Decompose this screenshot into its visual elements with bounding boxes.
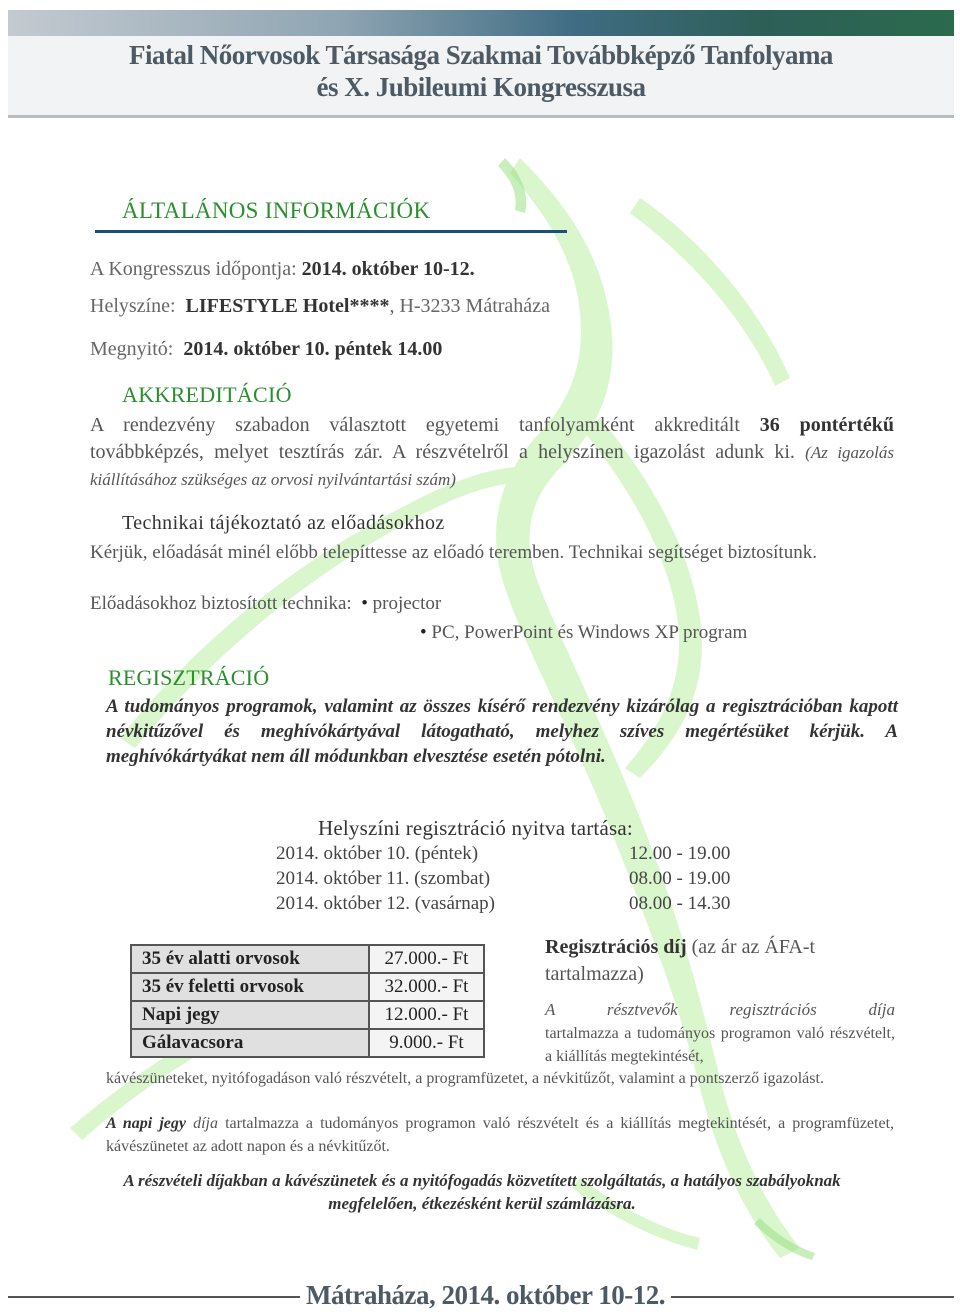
- hours-day-3: 2014. október 12. (vasárnap): [276, 893, 495, 914]
- daily-ticket-text: [106, 1112, 894, 1158]
- venue-line: [90, 295, 550, 318]
- table-row: [131, 1029, 484, 1057]
- header-gradient-bar: [8, 10, 954, 36]
- daily-ticket-desc: tartalmazza a tudományos programon való részvételt és a kiállítás megtekintését, a programfüzetet, kávészünetet az adott napon és a névkitűzőt.: [106, 1115, 895, 1155]
- congress-date-line: [90, 258, 475, 281]
- fee-desc-continued: kávészüneteket, nyitófogadáson való részvételt, a programfüzetet, a névkitűzőt, valamint a pontszerző igazolást.: [106, 1070, 824, 1087]
- registration-hours-heading: Helyszíni regisztráció nyitva tartása:: [318, 816, 633, 840]
- hours-day-1: 2014. október 10. (péntek): [276, 843, 479, 864]
- congress-date-value: 2014. október 10-12.: [301, 258, 475, 280]
- fee-table: [130, 944, 485, 1058]
- daily-ticket-italic: díja: [193, 1115, 218, 1132]
- technical-text: Kérjük, előadását minél előbb telepíttesse az előadó teremben. Technikai segítséget biztosítunk.: [90, 542, 817, 563]
- general-info-heading: ÁLTALÁNOS INFORMÁCIÓK: [122, 198, 431, 223]
- accreditation-text: [90, 412, 894, 493]
- venue-label: Helyszíne:: [90, 295, 176, 317]
- equipment-item-1: projector: [372, 593, 442, 614]
- header-banner: [8, 10, 954, 118]
- accreditation-heading: AKKREDITÁCIÓ: [122, 382, 292, 407]
- technical-heading: Technikai tájékoztató az előadásokhoz: [122, 512, 445, 534]
- fee-label: 35 év feletti orvosok: [131, 973, 369, 1001]
- equipment-item-2: PC, PowerPoint és Windows XP program: [431, 622, 748, 643]
- hours-time-2: 08.00 - 19.00: [629, 868, 731, 889]
- fee-label: Napi jegy: [131, 1001, 369, 1029]
- fee-title-note: (az ár az ÁFA-t tartalmazza): [545, 936, 816, 985]
- fee-label: 35 év alatti orvosok: [131, 945, 369, 973]
- heading-underline: [95, 230, 567, 233]
- hours-day-2: 2014. október 11. (szombat): [276, 868, 491, 889]
- closing-note: A részvételi díjakban a kávészünetek és a nyitófogadás közvetített szolgáltatás, a hatályos szabályoknak megfelelően, étkezésként kerül számlázásra.: [123, 1171, 841, 1213]
- venue-address: , H-3233 Mátraháza: [389, 295, 550, 317]
- hours-time-1: 12.00 - 19.00: [629, 843, 731, 864]
- fee-price: 27.000.- Ft: [369, 945, 484, 973]
- table-row: [131, 973, 484, 1001]
- opening-value: 2014. október 10. péntek 14.00: [183, 338, 443, 360]
- registration-heading: REGISZTRÁCIÓ: [108, 665, 270, 690]
- fee-price: 32.000.- Ft: [369, 973, 484, 1001]
- fee-price: 12.000.- Ft: [369, 1001, 484, 1029]
- accreditation-text-2: továbbképzés, melyet tesztírás zár. A részvételről a helyszínen igazolást adunk ki.: [90, 441, 795, 463]
- fee-desc-text: tartalmazza a tudományos programon való részvételt, a kiállítás megtekintését,: [545, 1025, 895, 1065]
- equipment-line: Előadásokhoz biztosított technika: • projector: [90, 593, 442, 614]
- equipment-line-2: • PC, PowerPoint és Windows XP program: [420, 622, 748, 643]
- fee-desc-italic: A résztvevők regisztrációs díja: [545, 1000, 895, 1019]
- footer-location-date: Mátraháza, 2014. október 10-12.: [300, 1280, 671, 1311]
- registration-text: A tudományos programok, valamint az összes kísérő rendezvény kizárólag a regisztrációban kapott névkitűzővel és meghívókártyával látogatható, melyhez szíves megértésüket kérjük. A meghívókártyákat nem áll módunkban elvesztése esetén pótolni.: [106, 696, 898, 767]
- event-title-line-2: és X. Jubileumi Kongresszusa: [316, 72, 646, 102]
- opening-label: Megnyitó:: [90, 338, 174, 360]
- fee-price: 9.000.- Ft: [369, 1029, 484, 1057]
- equipment-label: Előadásokhoz biztosított technika:: [90, 593, 352, 614]
- daily-ticket-bold: A napi jegy: [106, 1115, 186, 1132]
- fee-title-bold: Regisztrációs díj: [545, 936, 687, 958]
- venue-value: LIFESTYLE Hotel****: [185, 295, 390, 317]
- table-row: [131, 1001, 484, 1029]
- fee-description: [545, 998, 895, 1068]
- congress-date-label: A Kongresszus időpontja:: [90, 258, 297, 280]
- accreditation-points: 36 pontértékű: [759, 414, 895, 436]
- hours-time-3: 08.00 - 14.30: [629, 893, 731, 914]
- fee-label: Gálavacsora: [131, 1029, 369, 1057]
- fee-title: [545, 934, 895, 988]
- accreditation-note: (Az igazolás kiállításához szükséges az orvosi nyilvántartási szám): [90, 443, 894, 489]
- event-title-line-1: Fiatal Nőorvosok Társasága Szakmai Továbbképző Tanfolyama: [129, 40, 833, 70]
- accreditation-text-1: A rendezvény szabadon választott egyetemi tanfolyamként akkreditált: [90, 414, 740, 436]
- opening-line: [90, 338, 442, 361]
- table-row: [131, 945, 484, 973]
